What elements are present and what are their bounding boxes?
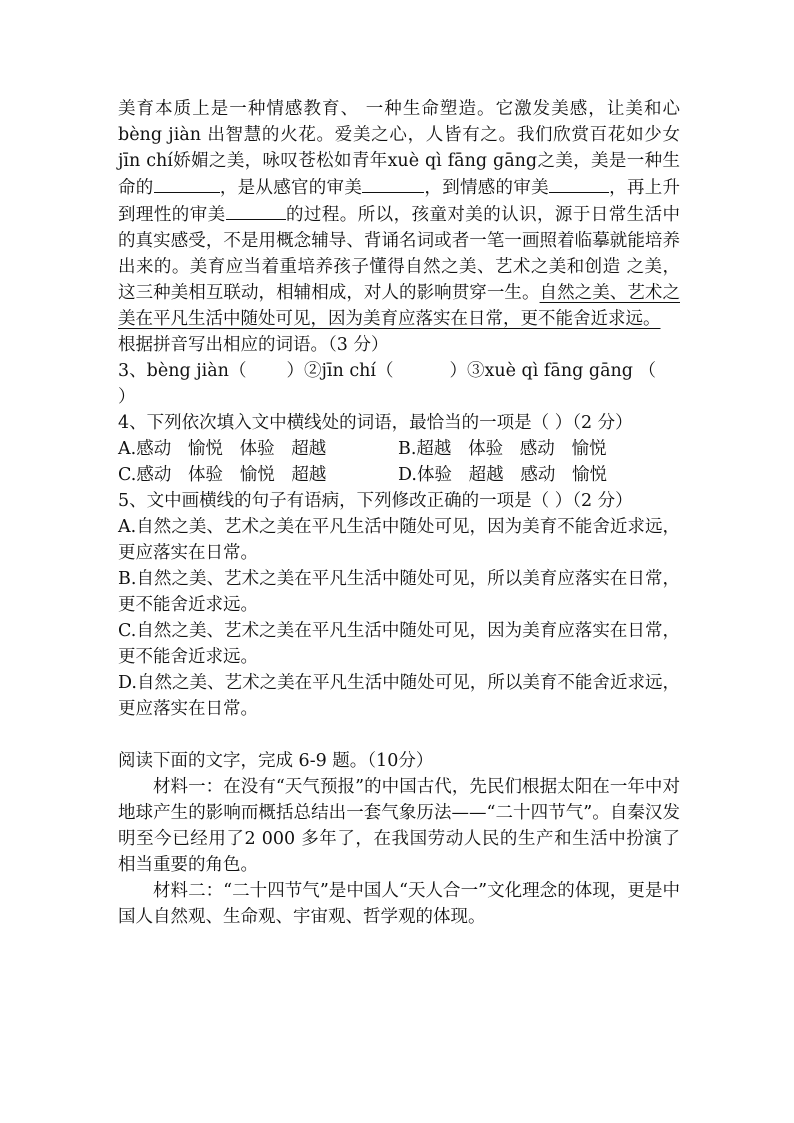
q3-label: 3、bèng jiàn（ xyxy=(118,361,247,381)
question-4-options-row-1 xyxy=(118,436,680,462)
q4-option-d[interactable]: D.体验 超越 感动 愉悦 xyxy=(398,465,608,485)
passage-text-2: 出智慧的火花。爱美之心，人皆有之。我们欣赏百花如少女 xyxy=(207,125,680,145)
q5-option-c[interactable]: C.自然之美、艺术之美在平凡生活中随处可见，因为美育应落实在日常，更不能舍近求远。 xyxy=(118,621,680,667)
fill-blank-1[interactable] xyxy=(154,174,220,193)
passage-text-4: 之美，美是一种生命的 xyxy=(118,151,680,198)
reading-intro: 阅读下面的文字，完成 6-9 题。（10分） xyxy=(118,751,434,771)
q4-option-c[interactable]: C.感动 体验 愉悦 超越 xyxy=(118,465,327,485)
passage-text-6: ，到情感的审美 xyxy=(424,178,549,198)
q5-option-b[interactable]: B.自然之美、艺术之美在平凡生活中随处可见，所以美育应落实在日常，更不能舍近求远。 xyxy=(118,569,680,615)
q4-option-a[interactable]: A.感动 愉悦 体验 超越 xyxy=(118,439,327,459)
q3-mid-1: ）②jīn chí（ xyxy=(286,361,394,381)
fill-blank-3[interactable] xyxy=(549,174,609,193)
fill-blank-4[interactable] xyxy=(226,201,286,220)
fill-blank-2[interactable] xyxy=(362,174,424,193)
material-1: 材料一：在没有“天气预报”的中国古代，先民们根据太阳在一年中对地球产生的影响而概括总结出一套气象历法——“二十四节气”。自秦汉发明至今已经用了2 000 多年了，在我国劳动人民的生产和生活中扮演了相当重要的角色。 xyxy=(118,777,680,875)
passage-paragraph xyxy=(118,96,680,332)
material-2: 材料二：“二十四节气”是中国人“天人合一”文化理念的体现，更是中国人自然观、生命观、宇宙观、哲学观的体现。 xyxy=(118,881,680,927)
underlined-sentence: 自然之美、艺术之美在平凡生活中随处可见，因为美育应落实在日常，更不能舍近求远。 xyxy=(118,283,680,329)
passage-text-8: 的过程。所以，孩童对美的认识，源于日常生活中的真实感受，不是用概念辅导、背诵名词或者一笔一画照着临摹就能培养出来的。美育应当着重培养孩子懂得自然之美、艺术之美和创造 之美，这三种美相互联动，相辅相成，对人的影响贯穿一生。 xyxy=(118,205,681,303)
question-5-stem: 5、文中画横线的句子有语病，下列修改正确的一项是（ ）（2 分） xyxy=(118,491,633,511)
passage-text-7: ，再上升到理性的审美 xyxy=(118,178,681,225)
pinyin-question-intro: 根据拼音写出相应的词语。（3 分） xyxy=(118,335,389,355)
question-4-stem: 4、下列依次填入文中横线处的词语，最恰当的一项是（ ）（2 分） xyxy=(118,413,633,433)
question-4-options-row-2 xyxy=(118,462,680,488)
passage-text-5: ，是从感官的审美 xyxy=(219,178,363,198)
question-3 xyxy=(118,358,680,410)
pinyin-bengjian: bèng jiàn xyxy=(118,125,202,145)
pinyin-xueqifanggang: xuè qì fāng gāng xyxy=(387,151,538,171)
q3-mid-2: ）③xuè qì fāng gāng （ xyxy=(449,361,657,381)
passage-text-1: 美育本质上是一种情感教育、 一种生命塑造。它激发美感，让美和心 xyxy=(118,99,680,119)
section-gap xyxy=(118,722,680,748)
q4-option-b[interactable]: B.超越 体验 感动 愉悦 xyxy=(398,439,607,459)
q5-option-a[interactable]: A.自然之美、艺术之美在平凡生活中随处可见，因为美育不能舍近求远，更应落实在日常。 xyxy=(118,517,680,563)
pinyin-jinchi: jīn chí xyxy=(118,151,173,171)
document-page xyxy=(118,96,680,930)
q5-option-d[interactable]: D.自然之美、艺术之美在平凡生活中随处可见，所以美育不能舍近求远，更应落实在日常。 xyxy=(118,673,680,719)
q3-end: ） xyxy=(118,387,136,407)
passage-text-3: 娇媚之美，咏叹苍松如青年 xyxy=(172,151,388,171)
